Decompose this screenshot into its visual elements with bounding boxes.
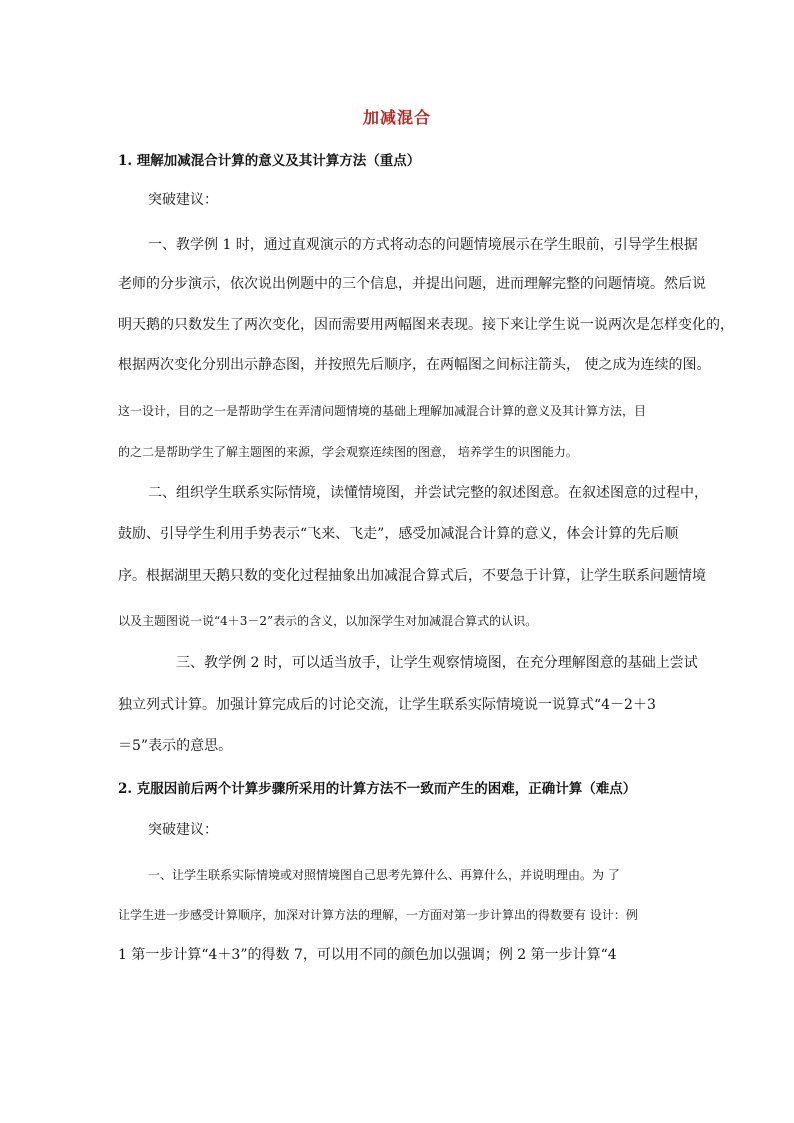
section-1-para-1-line: 的之二是帮助学生了解主题图的来源，学会观察连续图的图意， 培养学生的识图能力。 xyxy=(118,445,578,459)
section-1-para-2-line: 二、组织学生联系实际情境，读懂情境图，并尝试完整的叙述图意。在叙述图意的过程中， xyxy=(148,485,708,501)
section-2-para-1-line: 1 第一步计算“4＋3”的得数 7，可以用不同的颜色加以强调；例 2 第一步计算“4 xyxy=(118,947,617,963)
section-1-para-2-line: 序。根据湖里天鹅只数的变化过程抽象出加减混合算式后，不要急于计算，让学生联系问题情境 xyxy=(118,568,706,584)
section-1-suggestion-label: 突破建议： xyxy=(148,192,218,208)
section-1-heading: 1. 理解加减混合计算的意义及其计算方法（重点） xyxy=(118,153,421,169)
section-1-para-1-line: 根据两次变化分别出示静态图，并按照先后顺序，在两幅图之间标注箭头， 使之成为连续的图。 xyxy=(118,357,711,373)
section-2-heading: 2. 克服因前后两个计算步骤所采用的计算方法不一致而产生的困难，正确计算（难点） xyxy=(118,781,637,797)
section-1-para-1-line: 一、教学例 1 时，通过直观演示的方式将动态的问题情境展示在学生眼前，引导学生根据 xyxy=(148,237,698,253)
section-2-para-1-line: 一、让学生联系实际情境或对照情境图自己思考先算什么、再算什么，并说明理由。为 了 xyxy=(148,868,620,882)
section-1-para-2-line: 鼓励、引导学生利用手势表示“飞来、飞走”，感受加减混合计算的意义，体会计算的先后顺 xyxy=(118,526,679,542)
section-1-para-1-line: 明天鹅的只数发生了两次变化，因而需要用两幅图来表现。接下来让学生说一说两次是怎样变化的， xyxy=(118,317,734,333)
section-1-para-2-line: 以及主题图说一说“4＋3－2”表示的含义，以加深学生对加减混合算式的认识。 xyxy=(118,614,538,628)
section-1-para-3-line: 独立列式计算。加强计算完成后的讨论交流，让学生联系实际情境说一说算式“4－2＋3 xyxy=(118,697,656,713)
section-2-suggestion-label: 突破建议： xyxy=(148,822,218,838)
document-title: 加减混合 xyxy=(362,108,431,127)
section-1-para-3-line: 三、教学例 2 时，可以适当放手，让学生观察情境图，在充分理解图意的基础上尝试 xyxy=(176,655,698,671)
section-1-para-1-line: 老师的分步演示，依次说出例题中的三个信息，并提出问题，进而理解完整的问题情境。然后说 xyxy=(118,276,706,292)
section-1-para-1-line: 这一设计，目的之一是帮助学生在弄清问题情境的基础上理解加减混合计算的意义及其计算方法，目 xyxy=(118,404,647,418)
section-1-para-3-line: ＝5”表示的意思。 xyxy=(118,738,233,754)
section-2-para-1-line: 让学生进一步感受计算顺序，加深对计算方法的理解，一方面对第一步计算出的得数要有 设计：例 xyxy=(118,908,638,922)
